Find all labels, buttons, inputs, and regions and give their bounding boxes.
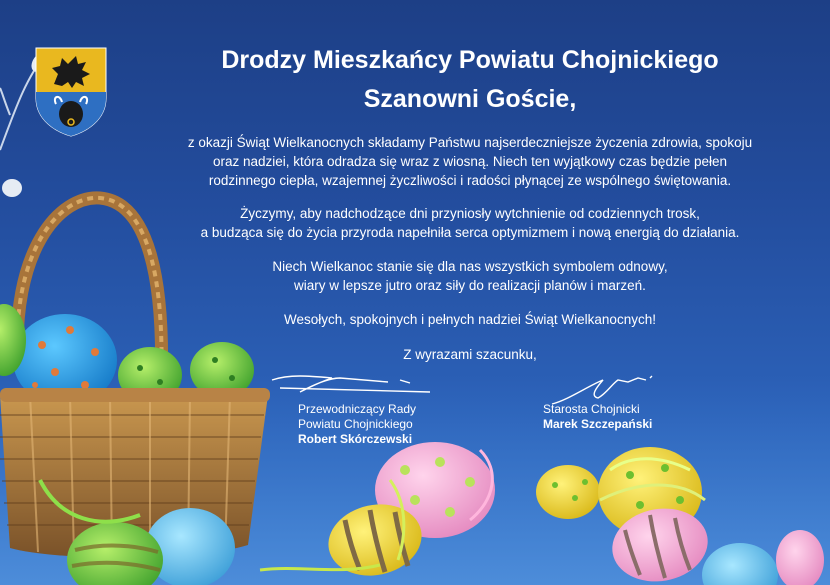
signature-role: Starosta Chojnicki: [543, 402, 640, 416]
coat-of-arms-icon: [34, 46, 108, 138]
text-line: rodzinnego ciepła, wzajemnej życzliwości i radości płynącej ze wspólnego świętowania.: [208, 173, 732, 188]
greeting-subtitle: Szanowni Goście,: [363, 85, 577, 113]
text-line: oraz nadziei, która odradza się wraz z wiosną. Niech ten wyjątkowy czas będzie pełen: [212, 154, 727, 169]
text-line: a budząca się do życia przyroda napełniła serca optymizmem i nową energią do działania.: [200, 225, 740, 240]
wishes-paragraph-1: [130, 133, 810, 190]
wishes-paragraph-2: [130, 204, 810, 242]
closing-regards: Z wyrazami szacunku,: [403, 347, 537, 362]
signature-scribble-left: [270, 370, 435, 398]
text-line: Życzymy, aby nadchodzące dni przyniosły wytchnienie od codziennych trosk,: [240, 206, 700, 221]
signature-starost: [543, 402, 652, 432]
text-line: wiary w lepsze jutro oraz siły do realizacji planów i marzeń.: [294, 278, 646, 293]
wishes-paragraph-4: Wesołych, spokojnych i pełnych nadziei Świąt Wielkanocnych!: [284, 312, 656, 327]
text-line: Niech Wielkanoc stanie się dla nas wszystkich symbolem odnowy,: [272, 259, 668, 274]
signature-name: Marek Szczepański: [543, 417, 653, 431]
signature-name: Robert Skórczewski: [298, 432, 413, 446]
signature-chairman: [298, 402, 416, 447]
signature-role: Powiatu Chojnickiego: [298, 417, 413, 431]
wishes-paragraph-3: [130, 257, 810, 295]
greeting-title: Drodzy Mieszkańcy Powiatu Chojnickiego: [221, 46, 719, 74]
text-line: z okazji Świąt Wielkanocnych składamy Państwu najserdeczniejsze życzenia zdrowia, spokoju: [187, 135, 753, 150]
signature-role: Przewodniczący Rady: [298, 402, 417, 416]
